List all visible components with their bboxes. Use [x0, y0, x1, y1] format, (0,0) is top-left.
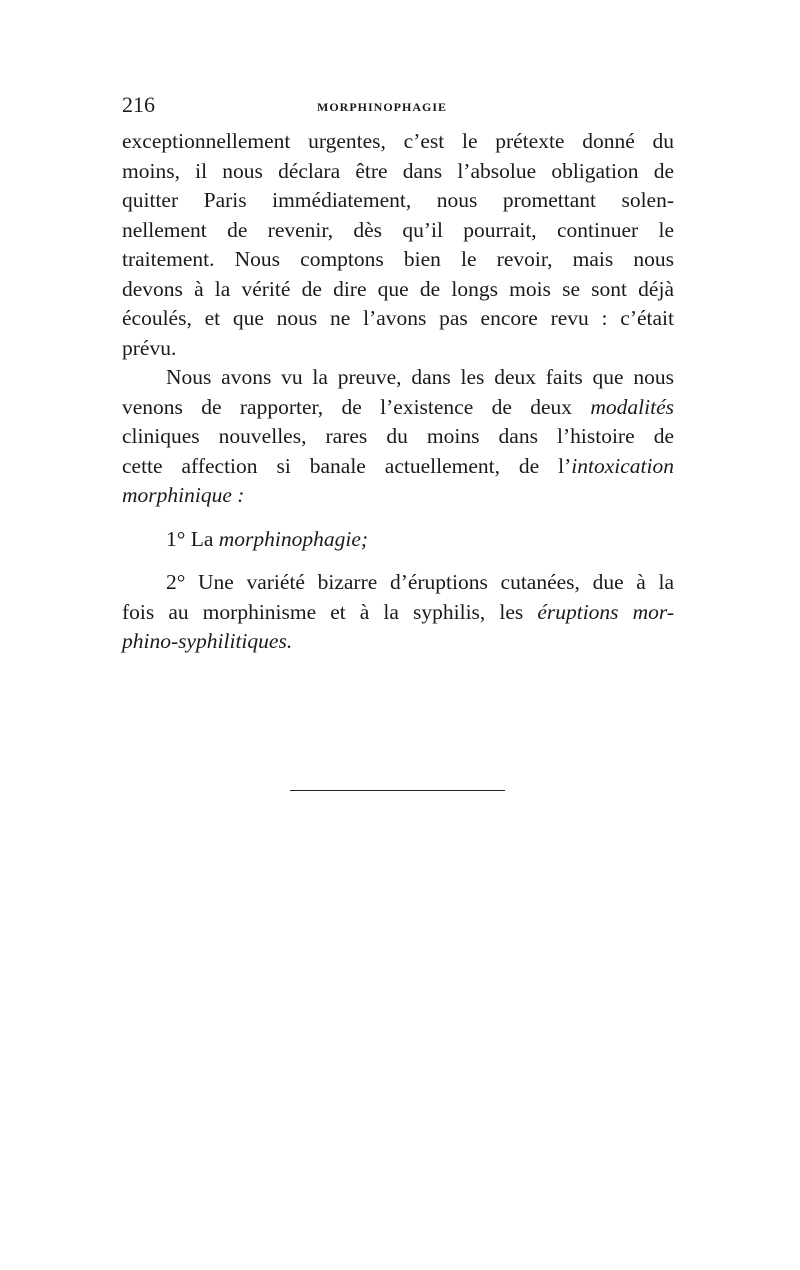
text-line: devons à la vérité de dire que de longs mois se sont déjà: [122, 276, 674, 301]
text-line: Nous avons vu la preuve, dans les deux faits que nous: [166, 365, 674, 389]
text-line: [122, 481, 674, 511]
body-text: [122, 127, 674, 657]
italic-term: morphinique :: [122, 483, 245, 507]
text-line: nellement de revenir, dès qu’il pourrait, continuer le: [122, 217, 674, 242]
text-run: venons de rapporter, de l’existence de deux: [122, 394, 591, 419]
spacer: [122, 554, 674, 568]
page-header: [122, 92, 678, 120]
paragraph: [122, 363, 674, 511]
text-line: [122, 393, 674, 423]
list-item: [122, 525, 674, 555]
paragraph: [122, 127, 674, 363]
text-line: écoulés, et que nous ne l’avons pas encore revu : c’était: [122, 306, 674, 330]
italic-term: phino-syphilitiques.: [122, 629, 293, 653]
text-run: fois au morphinisme et à la syphilis, les: [122, 599, 538, 624]
text-line: exceptionnellement urgentes, c’est le prétexte donné du: [122, 129, 674, 153]
text-line: prévu.: [122, 335, 177, 360]
running-head: MORPHINOPHAGIE: [317, 100, 447, 114]
italic-term: intoxication: [571, 453, 674, 478]
text-line: moins, il nous déclara être dans l’absolue obligation de: [122, 158, 674, 183]
page-number: 216: [122, 92, 155, 117]
text-line: [122, 627, 674, 657]
spacer: [122, 511, 674, 525]
text-line: [122, 525, 674, 555]
text-run: cette affection si banale actuellement, de l’: [122, 453, 572, 478]
text-line: quitter Paris immédiatement, nous promettant solen-: [122, 188, 674, 212]
text-line: [122, 452, 674, 482]
text-line: 2° Une variété bizarre d’éruptions cutanées, due à la: [166, 570, 674, 594]
text-line: traitement. Nous comptons bien le revoir, mais nous: [122, 247, 674, 271]
list-number: 1° La: [166, 526, 219, 551]
text-line: cliniques nouvelles, rares du moins dans l’histoire de: [122, 424, 674, 448]
text-line: [122, 598, 674, 628]
list-item: [122, 568, 674, 657]
italic-term: morphinophagie;: [218, 526, 369, 551]
end-rule: [290, 790, 505, 791]
italic-term: éruptions mor-: [537, 599, 674, 624]
italic-term: modalités: [590, 394, 674, 419]
